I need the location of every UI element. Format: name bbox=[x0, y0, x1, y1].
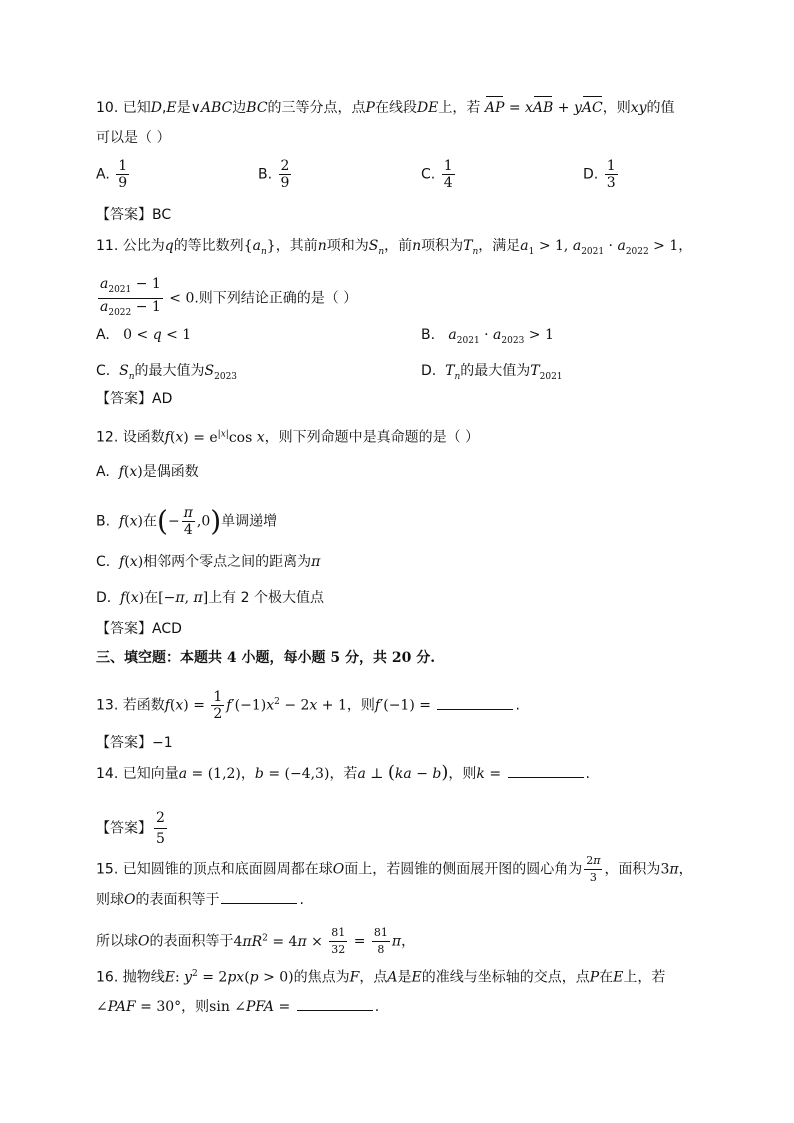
question-11-option-b[interactable]: B. $a_{2021} \cdot a_{2023} > 1$ bbox=[421, 327, 554, 346]
section-3-heading: 三、填空题：本题共 4 小题，每小题 5 分，共 20 分. bbox=[96, 650, 436, 666]
question-12-line-1: 12. 设函数$f(x) = e^{|x|}\cos$ x，则下列命题中是真命题的是（ ） bbox=[96, 429, 480, 446]
question-15-line-3: 所以球O的表面积等于$4\pi R^2 = 4\pi$ × $\frac{81}{32}$ = $\frac{81}{8}$ π， bbox=[96, 926, 416, 956]
question-10-line-1: 10. 已知D,E是∨ABC边BC的三等分点，点P在线段DE上，若 AP = xAB + yAC，则xy的值 bbox=[96, 100, 675, 116]
question-12-option-a[interactable]: A. f(x)是偶函数 bbox=[96, 464, 199, 480]
question-16-line-2: ∠PAF = 30°，则sin ∠PFA = . bbox=[96, 996, 379, 1017]
question-15-line-2: 则球O的表面积等于 . bbox=[96, 889, 304, 910]
question-12-option-c[interactable]: C. f(x)相邻两个零点之间的距离为π bbox=[96, 554, 321, 570]
question-14-answer: 【答案】 $\frac{2}{5}$ bbox=[96, 810, 165, 847]
question-11-line-1: 11. 公比为q的等比数列$\{a_n\}$，其前n项和为$S_n$，前n项积为$T_n$，满足$a_1 > 1$, $a_{2021} \cdot a_{2022} > 1$， bbox=[96, 238, 693, 257]
question-15-line-1: 15. 已知圆锥的顶点和底面圆周都在球O面上，若圆锥的侧面展开图的圆心角为 $\frac{2\pi}{3}$ ，面积为3π， bbox=[96, 854, 693, 884]
question-10-option-d[interactable]: D. $\frac{1}{3}$ bbox=[583, 158, 616, 191]
answer-blank[interactable] bbox=[221, 889, 297, 904]
question-10-option-a[interactable]: A. $\frac{1}{9}$ bbox=[96, 158, 128, 191]
question-16-line-1: 16. 抛物线E: $y^2 = 2px(p > 0)$的焦点为F，点A是E的准线与坐标轴的交点，点P在E上，若 bbox=[96, 969, 666, 986]
question-11-option-c[interactable]: C. $S_n$的最大值为$S_{2023}$ bbox=[96, 363, 238, 382]
answer-blank[interactable] bbox=[437, 695, 513, 710]
answer-blank[interactable] bbox=[508, 763, 584, 778]
question-10-line-2: 可以是（ ） bbox=[96, 130, 171, 146]
question-11-line-2: $\frac{a_{2021} - 1}{a_{2022} - 1}$ < 0.则下列结论正确的是（ ） bbox=[100, 276, 358, 318]
question-10-answer: 【答案】BC bbox=[96, 207, 172, 223]
question-12-option-b[interactable]: B. f(x)在(− $\frac{\pi}{4}$ ,0)单调递增 bbox=[96, 504, 278, 538]
question-14-line: 14. 已知向量a = (1,2)，b = (−4,3)，若a ⊥ (ka − b)，则k = . bbox=[96, 762, 590, 783]
question-12-answer: 【答案】ACD bbox=[96, 621, 182, 637]
question-11-answer: 【答案】AD bbox=[96, 391, 173, 407]
question-13-answer: 【答案】−1 bbox=[96, 735, 173, 751]
question-13-line: 13. 若函数f(x) = $\frac{1}{2}$ $f'(-1)x^2 - 2x + 1$，则f′(−1) = . bbox=[96, 689, 520, 722]
answer-blank[interactable] bbox=[297, 996, 373, 1011]
question-11-option-a[interactable]: A. 0 < q < 1 bbox=[96, 327, 192, 343]
question-10-option-c[interactable]: C. $\frac{1}{4}$ bbox=[421, 158, 453, 191]
question-12-option-d[interactable]: D. f(x)在[−π, π]上有 2 个极大值点 bbox=[96, 590, 324, 606]
question-10-option-b[interactable]: B. $\frac{2}{9}$ bbox=[258, 158, 290, 191]
question-11-option-d[interactable]: D. $T_n$的最大值为$T_{2021}$ bbox=[421, 363, 563, 382]
